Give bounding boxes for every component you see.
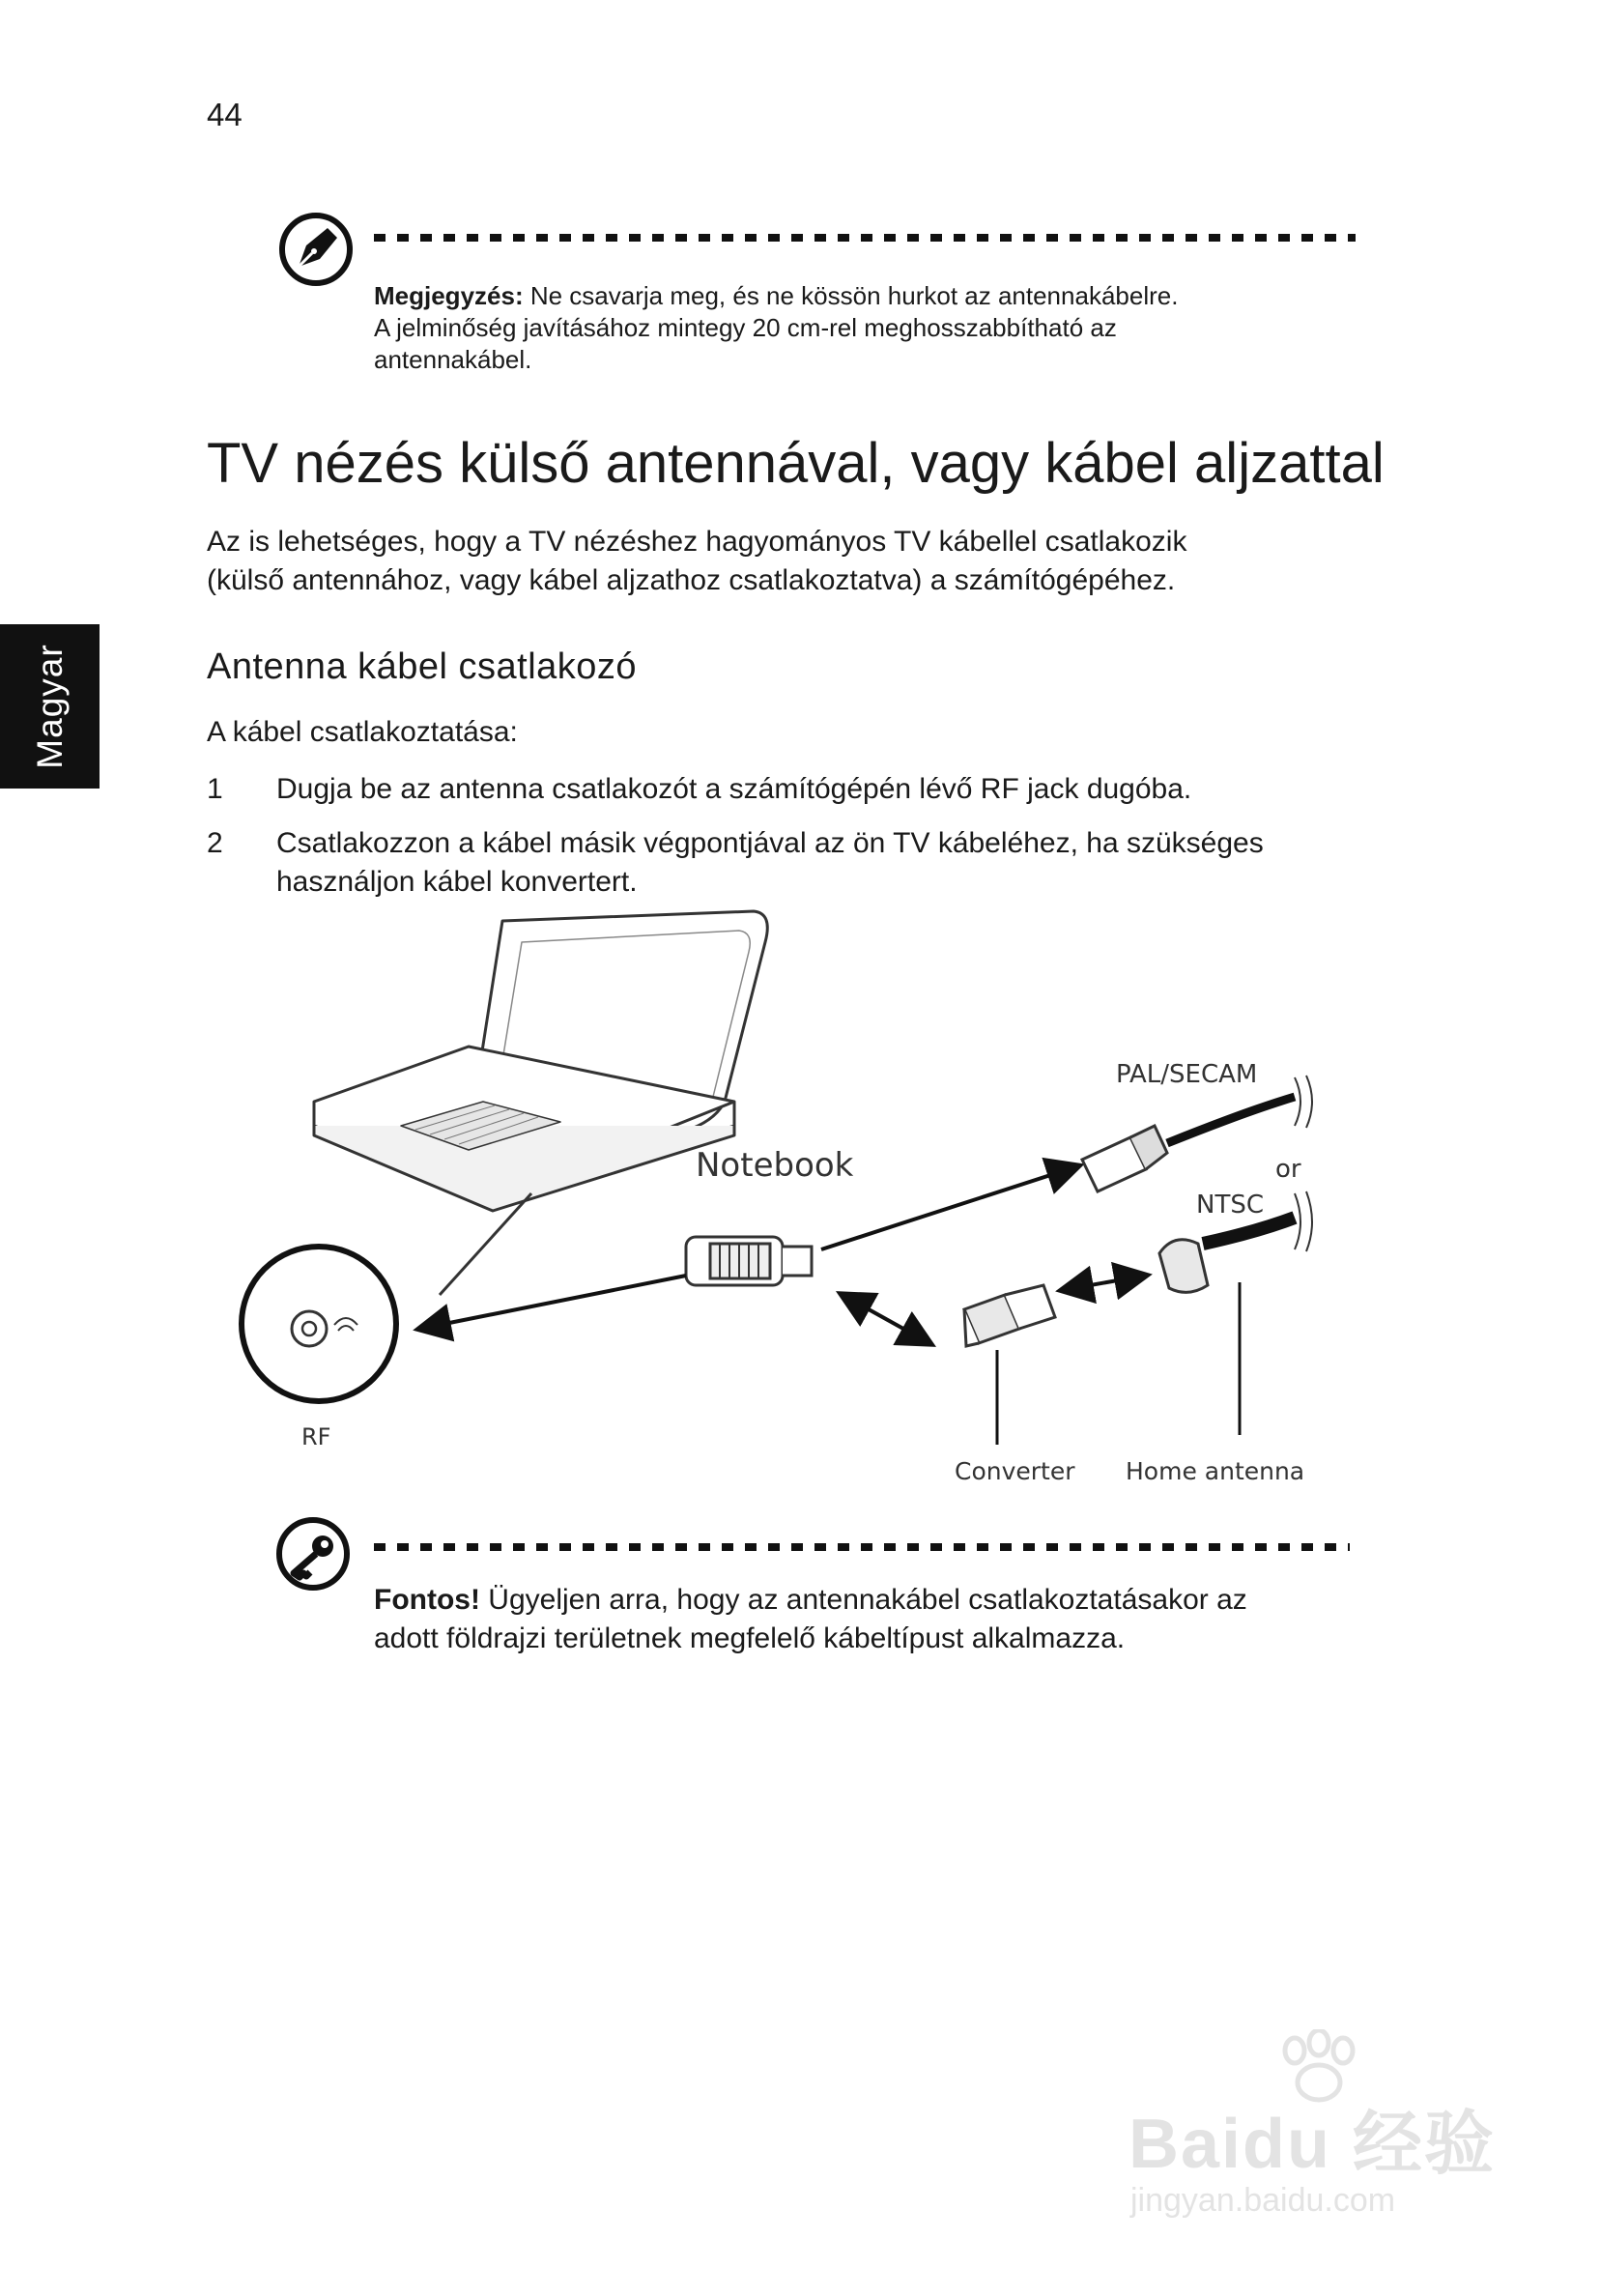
section-paragraph-line-1: Az is lehetséges, hogy a TV nézéshez hagyományos TV kábellel csatlakozik: [207, 526, 1187, 558]
language-tab-label: Magyar: [29, 644, 70, 769]
pal-secam-label: PAL/SECAM: [1116, 1060, 1258, 1089]
or-label: or: [1275, 1155, 1301, 1184]
language-tab: [0, 624, 100, 789]
note-divider: [374, 234, 1356, 242]
step-1: [207, 770, 1463, 809]
rf-port-detail: [242, 1193, 531, 1401]
step-text-cont: használjon kábel konvertert.: [276, 866, 638, 898]
step-number: 1: [207, 773, 223, 805]
arrow-to-rf: [420, 1276, 686, 1329]
arrow-plug-converter: [843, 1295, 929, 1343]
step-text: Dugja be az antenna csatlakozót a számítógépén lévő RF jack dugóba.: [276, 773, 1192, 805]
important-line-1: Ügyeljen arra, hogy az antennakábel csatlakoztatásakor az: [479, 1584, 1247, 1616]
important-line-2: adott földrajzi területnek megfelelő kábeltípust alkalmazza.: [374, 1622, 1126, 1654]
step-text: Csatlakozzon a kábel másik végpontjával az ön TV kábeléhez, ha szükséges: [276, 827, 1264, 859]
arrow-converter-ntsc: [1063, 1276, 1145, 1290]
important-text: [374, 1581, 1247, 1658]
notebook-coax-plug: [686, 1237, 812, 1285]
subsection-title: Antenna kábel csatlakozó: [207, 646, 638, 687]
ntsc-label: NTSC: [1196, 1191, 1264, 1220]
converter-label: Converter: [955, 1457, 1075, 1485]
step-2: [207, 824, 1463, 902]
converter-adapter: [964, 1285, 1055, 1346]
home-antenna-label: Home antenna: [1126, 1457, 1305, 1485]
section-paragraph-line-2: (külső antennához, vagy kábel aljzathoz csatlakoztatva) a számítógépéhez.: [207, 564, 1176, 596]
pen-note-icon: [277, 211, 355, 288]
watermark: [1121, 2068, 1507, 2261]
watermark-brand: Baidu 经验: [1129, 2106, 1497, 2183]
important-label: Fontos!: [374, 1584, 480, 1616]
note-line-2: A jelminőség javításához mintegy 20 cm-rel meghosszabbítható az: [374, 313, 1117, 342]
notebook-label: Notebook: [696, 1146, 854, 1185]
page-number: 44: [207, 97, 243, 132]
watermark-url: jingyan.baidu.com: [1130, 2182, 1396, 2219]
antenna-connection-diagram: [232, 904, 1333, 1503]
rf-label: RF: [301, 1423, 331, 1450]
arrow-to-pal-secam: [821, 1166, 1077, 1249]
section-paragraph: [207, 523, 1366, 600]
note-line-1: Ne csavarja meg, és ne kössön hurkot az antennakábelre.: [523, 281, 1179, 310]
section-title: TV nézés külső antennával, vagy kábel aljzattal: [207, 432, 1385, 495]
important-divider: [374, 1543, 1350, 1551]
note-line-3: antennakábel.: [374, 345, 532, 374]
step-number: 2: [207, 827, 223, 859]
steps-intro: A kábel csatlakoztatása:: [207, 716, 518, 748]
note-text: [374, 280, 1178, 376]
key-icon: [274, 1515, 352, 1593]
note-label: Megjegyzés:: [374, 281, 524, 310]
